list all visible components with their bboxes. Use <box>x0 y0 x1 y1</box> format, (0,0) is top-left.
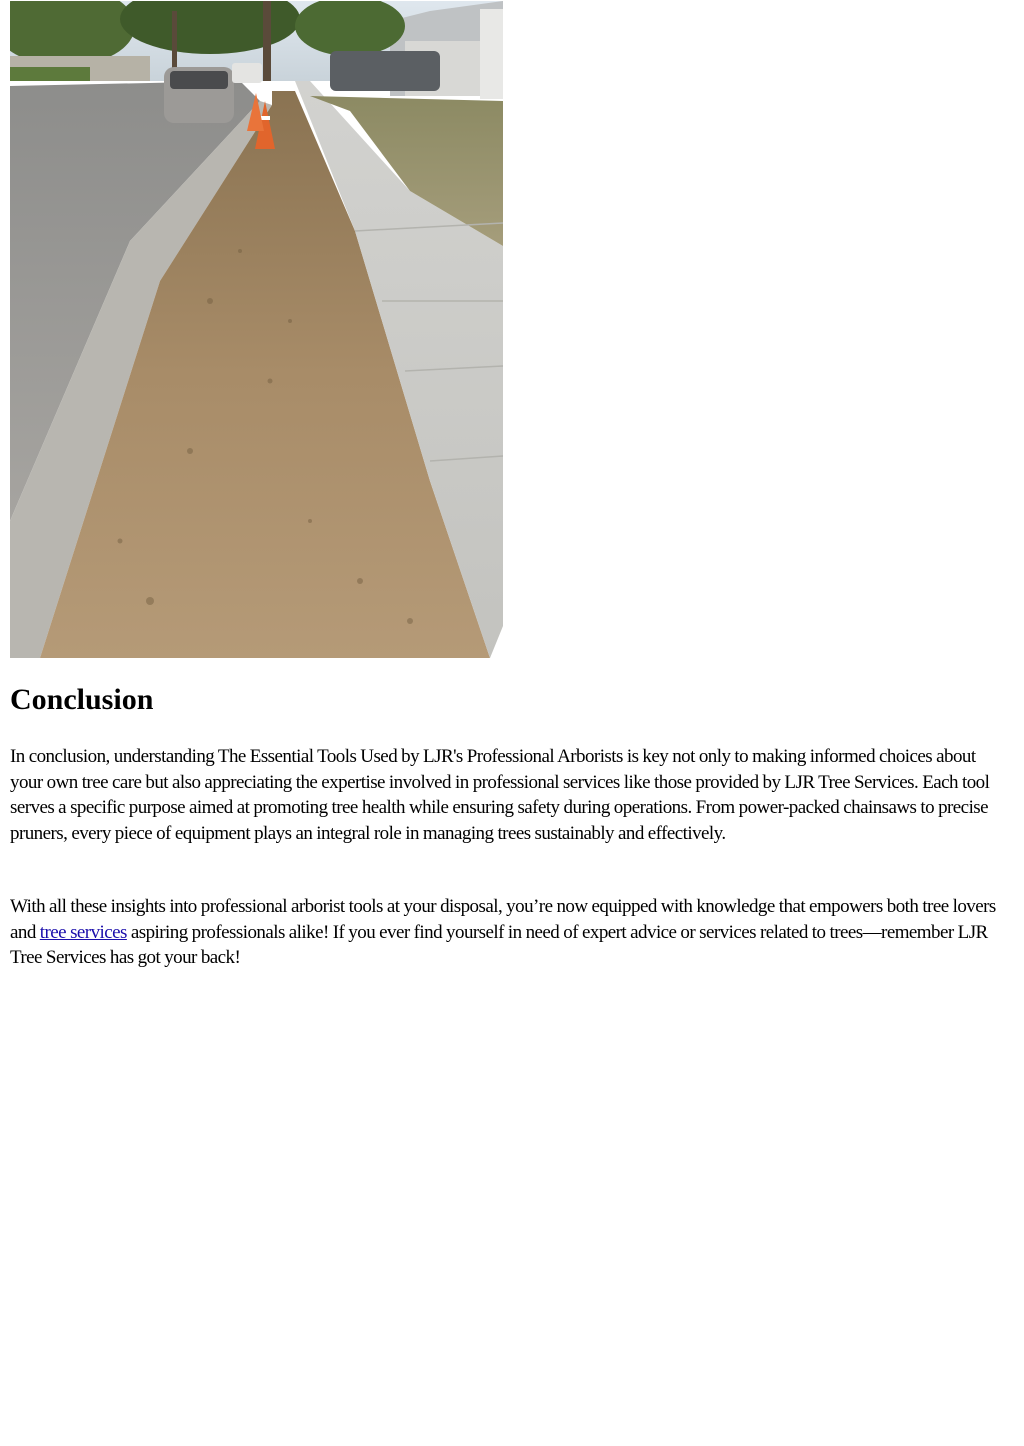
closing-text-end: aspiring professionals alike! If you ever find yourself in need of expert advice or services related to trees—remember LJR Tree Services has got your back! <box>10 921 988 969</box>
conclusion-paragraph: In conclusion, understanding The Essential Tools Used by LJR's Professional Arborists is key not only to making informed choices about your own tree care but also appreciating the expertise involved in professional services like those provided by LJR Tree Services. Each tool serves a specific purpose aimed at promoting tree health while ensuring safety during operations. From power-packed chainsaws to precise pruners, every piece of equipment plays an integral role in managing trees sustainably and effectively. <box>10 746 990 844</box>
tree-services-link[interactable]: tree services <box>39 921 127 943</box>
closing-text-start: With all these insights into professional arborist tools at your disposal, you’re now equipped with knowledge that empowers both tree lovers and <box>10 896 996 943</box>
section-heading: Conclusion <box>10 683 154 716</box>
article-photo <box>10 1 503 658</box>
closing-paragraph <box>10 894 1010 971</box>
